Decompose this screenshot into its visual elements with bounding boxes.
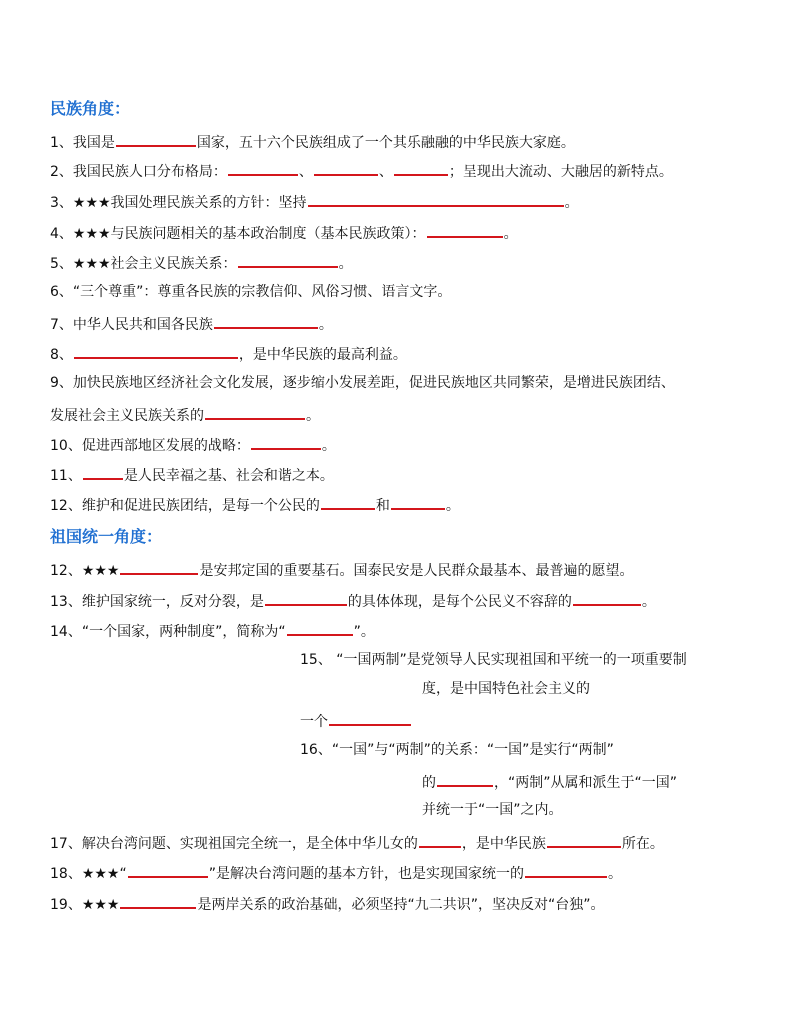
fill-blank[interactable] — [573, 590, 641, 606]
item-text: ，是中华民族的最高利益。 — [238, 347, 407, 363]
item-5 — [50, 252, 353, 273]
item-text: 15、 “一国两制”是党领导人民实现祖国和平统一的一项重要制 — [300, 652, 687, 668]
fill-blank[interactable] — [83, 464, 123, 480]
fill-blank[interactable] — [116, 131, 196, 147]
item-text: 。 — [503, 226, 518, 242]
item-text: ，“两制”从属和派生于“一国” — [494, 775, 678, 791]
item-8 — [50, 343, 407, 364]
item-text: 。 — [445, 498, 460, 514]
item-13 — [50, 590, 656, 611]
item-16-line1 — [300, 741, 614, 759]
item-text: 一个 — [300, 714, 328, 730]
item-text: 5、★★★社会主义民族关系： — [50, 256, 237, 272]
item-text: 国家，五十六个民族组成了一个其乐融融的中华民族大家庭。 — [196, 135, 575, 151]
fill-blank[interactable] — [205, 404, 305, 420]
fill-blank[interactable] — [120, 893, 196, 909]
item-14 — [50, 620, 375, 641]
item-1 — [50, 131, 575, 152]
fill-blank[interactable] — [120, 559, 198, 575]
item-text: 14、“一个国家，两种制度”，简称为“ — [50, 624, 286, 640]
fill-blank[interactable] — [287, 620, 353, 636]
item-12 — [50, 494, 460, 515]
fill-blank[interactable] — [427, 222, 503, 238]
fill-blank[interactable] — [128, 862, 208, 878]
item-text: 2、我国民族人口分布格局： — [50, 164, 227, 180]
item-text: 是安邦定国的重要基石。国泰民安是人民群众最基本、最普遍的愿望。 — [199, 563, 634, 579]
item-text: 。 — [608, 866, 622, 882]
item-16-line3 — [422, 801, 563, 819]
item-text: 并统一于“一国”之内。 — [422, 802, 563, 818]
item-text: 发展社会主义民族关系的 — [50, 408, 204, 424]
item-3 — [50, 191, 579, 212]
item-16-line2 — [422, 771, 677, 792]
section-heading-unification: 祖国统一角度： — [50, 527, 163, 546]
fill-blank[interactable] — [419, 832, 461, 848]
item-text: 是人民幸福之基、社会和谐之本。 — [123, 468, 334, 484]
item-15-line1 — [300, 651, 687, 669]
item-text: 3、★★★我国处理民族关系的方针：坚持 — [50, 195, 307, 211]
item-text: 4、★★★与民族问题相关的基本政治制度（基本民族政策）： — [50, 226, 426, 242]
item-19 — [50, 893, 604, 914]
item-text: 。 — [306, 408, 320, 424]
item-15-line3 — [300, 710, 412, 731]
item-15-line2 — [422, 680, 590, 698]
item-text: 9、加快民族地区经济社会文化发展，逐步缩小发展差距，促进民族地区共同繁荣，是增进民族团结、 — [50, 375, 675, 391]
fill-blank[interactable] — [314, 160, 378, 176]
item-text: 18、★★★“ — [50, 866, 127, 882]
item-text: 和 — [375, 498, 390, 514]
item-11 — [50, 464, 334, 485]
fill-blank[interactable] — [251, 434, 321, 450]
fill-blank[interactable] — [321, 494, 375, 510]
fill-blank[interactable] — [394, 160, 448, 176]
fill-blank[interactable] — [329, 710, 411, 726]
fill-blank[interactable] — [238, 252, 338, 268]
item-18 — [50, 862, 622, 883]
item-text: ”。 — [353, 624, 375, 640]
item-text: ”是解决台湾问题的基本方针，也是实现国家统一的 — [208, 866, 524, 882]
item-2 — [50, 160, 673, 181]
item-7 — [50, 313, 333, 334]
item-9-line2 — [50, 404, 320, 425]
item-text: 的 — [422, 775, 436, 791]
section-heading-ethnic: 民族角度： — [50, 99, 131, 118]
fill-blank[interactable] — [74, 343, 238, 359]
item-text: 10、促进西部地区发展的战略： — [50, 438, 250, 454]
fill-blank[interactable] — [437, 771, 493, 787]
item-10 — [50, 434, 336, 455]
item-text: 7、中华人民共和国各民族 — [50, 317, 213, 333]
item-text: 1、我国是 — [50, 135, 115, 151]
fill-blank[interactable] — [391, 494, 445, 510]
item-text: 。 — [318, 317, 333, 333]
item-text: 是两岸关系的政治基础，必须坚持“九二共识”，坚决反对“台独”。 — [197, 897, 605, 913]
item-9-line1 — [50, 374, 675, 392]
item-text: 。 — [321, 438, 336, 454]
item-text: 6、“三个尊重”：尊重各民族的宗教信仰、风俗习惯、语言文字。 — [50, 284, 452, 300]
item-12b — [50, 559, 633, 580]
item-text: 19、★★★ — [50, 897, 120, 913]
item-text: 8、 — [50, 347, 73, 363]
item-text: 。 — [338, 256, 353, 272]
item-text: 所在。 — [621, 836, 664, 852]
item-17 — [50, 832, 664, 853]
item-text: ；呈现出大流动、大融居的新特点。 — [448, 164, 673, 180]
item-text: 11、 — [50, 468, 82, 484]
item-text: 的具体体现，是每个公民义不容辞的 — [347, 594, 572, 610]
item-text: 17、解决台湾问题、实现祖国完全统一，是全体中华儿女的 — [50, 836, 418, 852]
fill-blank[interactable] — [228, 160, 298, 176]
item-text: 、 — [378, 164, 393, 180]
item-text: 、 — [298, 164, 313, 180]
fill-blank[interactable] — [308, 191, 564, 207]
item-4 — [50, 222, 518, 243]
item-text: 。 — [641, 594, 656, 610]
item-6 — [50, 283, 451, 301]
item-text: 。 — [564, 195, 579, 211]
fill-blank[interactable] — [214, 313, 318, 329]
item-text: 12、维护和促进民族团结，是每一个公民的 — [50, 498, 320, 514]
fill-blank[interactable] — [547, 832, 621, 848]
fill-blank[interactable] — [525, 862, 607, 878]
item-text: 13、维护国家统一，反对分裂，是 — [50, 594, 264, 610]
item-text: 度，是中国特色社会主义的 — [422, 681, 590, 697]
item-text: 16、“一国”与“两制”的关系：“一国”是实行“两制” — [300, 742, 614, 758]
item-text: ，是中华民族 — [461, 836, 546, 852]
item-text: 12、★★★ — [50, 563, 120, 579]
fill-blank[interactable] — [265, 590, 347, 606]
